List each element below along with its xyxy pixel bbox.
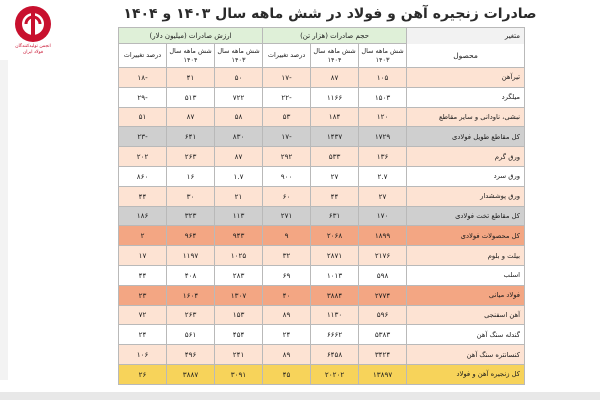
val-1404: ۳۸۸۷ [167,364,215,384]
val-1403: ۸۷ [215,147,263,167]
vol-1404: ۳۸۸۴ [311,285,359,305]
empty-corner [73,28,119,44]
vol-1404: ۶۶۶۲ [311,325,359,345]
val-1403: ۲۸۳ [215,265,263,285]
val-1404-header: شش ماهه سال ۱۴۰۴ [167,44,215,68]
val-1403: ۳۰۹۱ [215,364,263,384]
row-name: کل محصولات فولادی [407,226,525,246]
val-1403: ۱۳۰۷ [215,285,263,305]
val-change: -۲۹ [119,87,167,107]
table-row [73,166,525,186]
vol-1404: ۸۷ [311,68,359,88]
table-row-subtotal [73,206,525,226]
vol-1404: ۴۴ [311,186,359,206]
row-name: میلگرد [407,87,525,107]
vol-1403: ۱۷۲۹ [359,127,407,147]
val-1404: ۳۰ [167,186,215,206]
row-name: آهن اسفنجی [407,305,525,325]
val-change: ۲۰۲ [119,147,167,167]
val-1403: ۲۴۱ [215,345,263,365]
val-1404: ۴۱ [167,68,215,88]
table-row-total [73,285,525,305]
val-change: ۲۴ [119,325,167,345]
val-1404: ۹۶۴ [167,226,215,246]
vol-1403: ۱۷۰ [359,206,407,226]
row-gutter [73,147,119,167]
val-change: ۱۰۶ [119,345,167,365]
vol-1404-header: شش ماهه سال ۱۴۰۴ [311,44,359,68]
volume-header: حجم صادرات (هزار تن) [263,28,407,44]
row-gutter [73,166,119,186]
vol-1403: ۱۲۰ [359,107,407,127]
left-edge-strip [0,60,8,380]
table-row [73,345,525,365]
row-gutter [73,107,119,127]
val-change: ۱۸۶ [119,206,167,226]
vol-change-header: درصد تغییرات [263,44,311,68]
vol-1404: ۲۰۲۰۲ [311,364,359,384]
vol-change: ۴۵ [263,364,311,384]
val-change-header: درصد تغییرات [119,44,167,68]
row-gutter [73,186,119,206]
vol-change: ۲۷۱ [263,206,311,226]
vol-1403: ۲۷۷۴ [359,285,407,305]
row-gutter [73,246,119,266]
vol-1403: ۱۵۰۳ [359,87,407,107]
vol-1403: ۱۸۹۹ [359,226,407,246]
val-change: ۲۳ [119,285,167,305]
vol-1404: ۱۴۳۷ [311,127,359,147]
val-change: ۷۲ [119,305,167,325]
table-row [73,107,525,127]
logo-emblem-icon [4,2,62,48]
row-name: کل مقاطع تخت فولادی [407,206,525,226]
val-1403: ۱۵۳ [215,305,263,325]
vol-change: ۲۴ [263,325,311,345]
table-row [73,325,525,345]
val-1403: ۷۲۲ [215,87,263,107]
vol-change: ۶۹ [263,265,311,285]
vol-1403: ۱۳۶ [359,147,407,167]
val-1404: ۶۴۱ [167,127,215,147]
vol-change: -۱۷ [263,68,311,88]
row-gutter [73,87,119,107]
vol-1404: ۱۸۴ [311,107,359,127]
vol-change: ۹۰۰ [263,166,311,186]
val-1403: ۱۱۳ [215,206,263,226]
vol-1403: ۵۹۶ [359,305,407,325]
row-gutter [73,127,119,147]
vol-change: ۸۹ [263,345,311,365]
empty-corner-2 [73,44,119,68]
vol-change: ۵۳ [263,107,311,127]
vol-change: ۹ [263,226,311,246]
vol-1404: ۱۱۶۶ [311,87,359,107]
val-1404: ۱۶ [167,166,215,186]
val-change: ۸۶۰ [119,166,167,186]
val-1403: ۵۰ [215,68,263,88]
val-change: ۱۷ [119,246,167,266]
val-change: ۲۶ [119,364,167,384]
row-name: نبشی، ناودانی و سایر مقاطع [407,107,525,127]
vol-1403-header: شش ماهه سال ۱۴۰۳ [359,44,407,68]
page-title: صادرات زنجیره آهن و فولاد در شش ماهه سال ۱۴۰۳ و ۱۴۰۴ [123,6,537,22]
vol-1403: ۳۴۲۴ [359,345,407,365]
row-gutter [73,285,119,305]
val-1403-header: شش ماهه سال ۱۴۰۳ [215,44,263,68]
val-change: ۲ [119,226,167,246]
table-row [73,147,525,167]
vol-1404: ۵۳۳ [311,147,359,167]
row-name: ورق گرم [407,147,525,167]
val-1403: ۲۱ [215,186,263,206]
val-1403: ۱.۷ [215,166,263,186]
val-1404: ۸۷ [167,107,215,127]
val-change: -۲۳ [119,127,167,147]
vol-1404: ۲۸۷۱ [311,246,359,266]
vol-change: -۲۲ [263,87,311,107]
row-gutter [73,345,119,365]
val-1403: ۹۴۳ [215,226,263,246]
table-row [73,68,525,88]
table-row-grand-total [73,364,525,384]
vol-1403: ۵۹۸ [359,265,407,285]
table-row [73,305,525,325]
val-1404: ۱۱۹۷ [167,246,215,266]
footer-strip [0,392,600,400]
row-gutter [73,265,119,285]
row-gutter [73,226,119,246]
vol-1404: ۶۳۱ [311,206,359,226]
product-header-label: محصول [453,50,478,60]
row-name: فولاد میانی [407,285,525,305]
table-row-total [73,226,525,246]
val-1404: ۴۹۶ [167,345,215,365]
vol-1404: ۱۱۳۰ [311,305,359,325]
vol-1403: ۲.۷ [359,166,407,186]
val-1404: ۲۶۳ [167,147,215,167]
value-header: ارزش صادرات (میلیون دلار) [119,28,263,44]
product-header [407,44,525,68]
val-1404: ۳۲۳ [167,206,215,226]
vol-1404: ۶۴۵۸ [311,345,359,365]
val-1403: ۴۵۴ [215,325,263,345]
val-1404: ۴۰۸ [167,265,215,285]
row-name: بیلت و بلوم [407,246,525,266]
row-gutter [73,325,119,345]
vol-change: ۸۹ [263,305,311,325]
vol-change: -۱۷ [263,127,311,147]
row-gutter [73,206,119,226]
vol-1403: ۲۱۷۶ [359,246,407,266]
table-row [73,265,525,285]
val-change: ۴۴ [119,186,167,206]
val-1404: ۵۶۱ [167,325,215,345]
row-name: کنسانتره سنگ آهن [407,345,525,365]
row-name: اسلب [407,265,525,285]
logo-caption [4,44,62,56]
val-1403: ۵۸ [215,107,263,127]
table-row [73,246,525,266]
vol-change: ۴۰ [263,285,311,305]
row-name: کل مقاطع طویل فولادی [407,127,525,147]
vol-1404: ۲۷ [311,166,359,186]
vol-1404: ۲۰۶۸ [311,226,359,246]
val-1404: ۱۶۰۴ [167,285,215,305]
row-name: کل زنجیره آهن و فولاد [407,364,525,384]
val-change: -۱۸ [119,68,167,88]
val-change: ۴۴ [119,265,167,285]
vol-change: ۶۰ [263,186,311,206]
row-name: تیرآهن [407,68,525,88]
vol-change: ۳۲ [263,246,311,266]
unit-header-label: متغیر [504,31,521,40]
unit-header [407,28,525,44]
val-1404: ۵۱۳ [167,87,215,107]
table-row [73,87,525,107]
val-1403: ۸۳۰ [215,127,263,147]
val-1404: ۲۶۳ [167,305,215,325]
val-change: ۵۱ [119,107,167,127]
val-1403: ۱۰۲۵ [215,246,263,266]
row-gutter [73,305,119,325]
table-row-subtotal [73,127,525,147]
row-gutter [73,68,119,88]
vol-1403: ۲۷ [359,186,407,206]
logo-caption-line1: انجمن تولیدکنندگان [15,44,51,49]
logo-caption-line2: فولاد ایران [22,50,44,55]
vol-change: ۲۹۲ [263,147,311,167]
vol-1404: ۱۰۱۳ [311,265,359,285]
logo [4,2,62,48]
vol-1403: ۵۳۸۳ [359,325,407,345]
row-name: ورق سرد [407,166,525,186]
table-row [73,186,525,206]
row-gutter [73,364,119,384]
row-name: ورق پوششدار [407,186,525,206]
export-table [72,27,525,385]
vol-1403: ۱۳۸۹۷ [359,364,407,384]
row-name: گندله سنگ آهن [407,325,525,345]
vol-1403: ۱۰۵ [359,68,407,88]
